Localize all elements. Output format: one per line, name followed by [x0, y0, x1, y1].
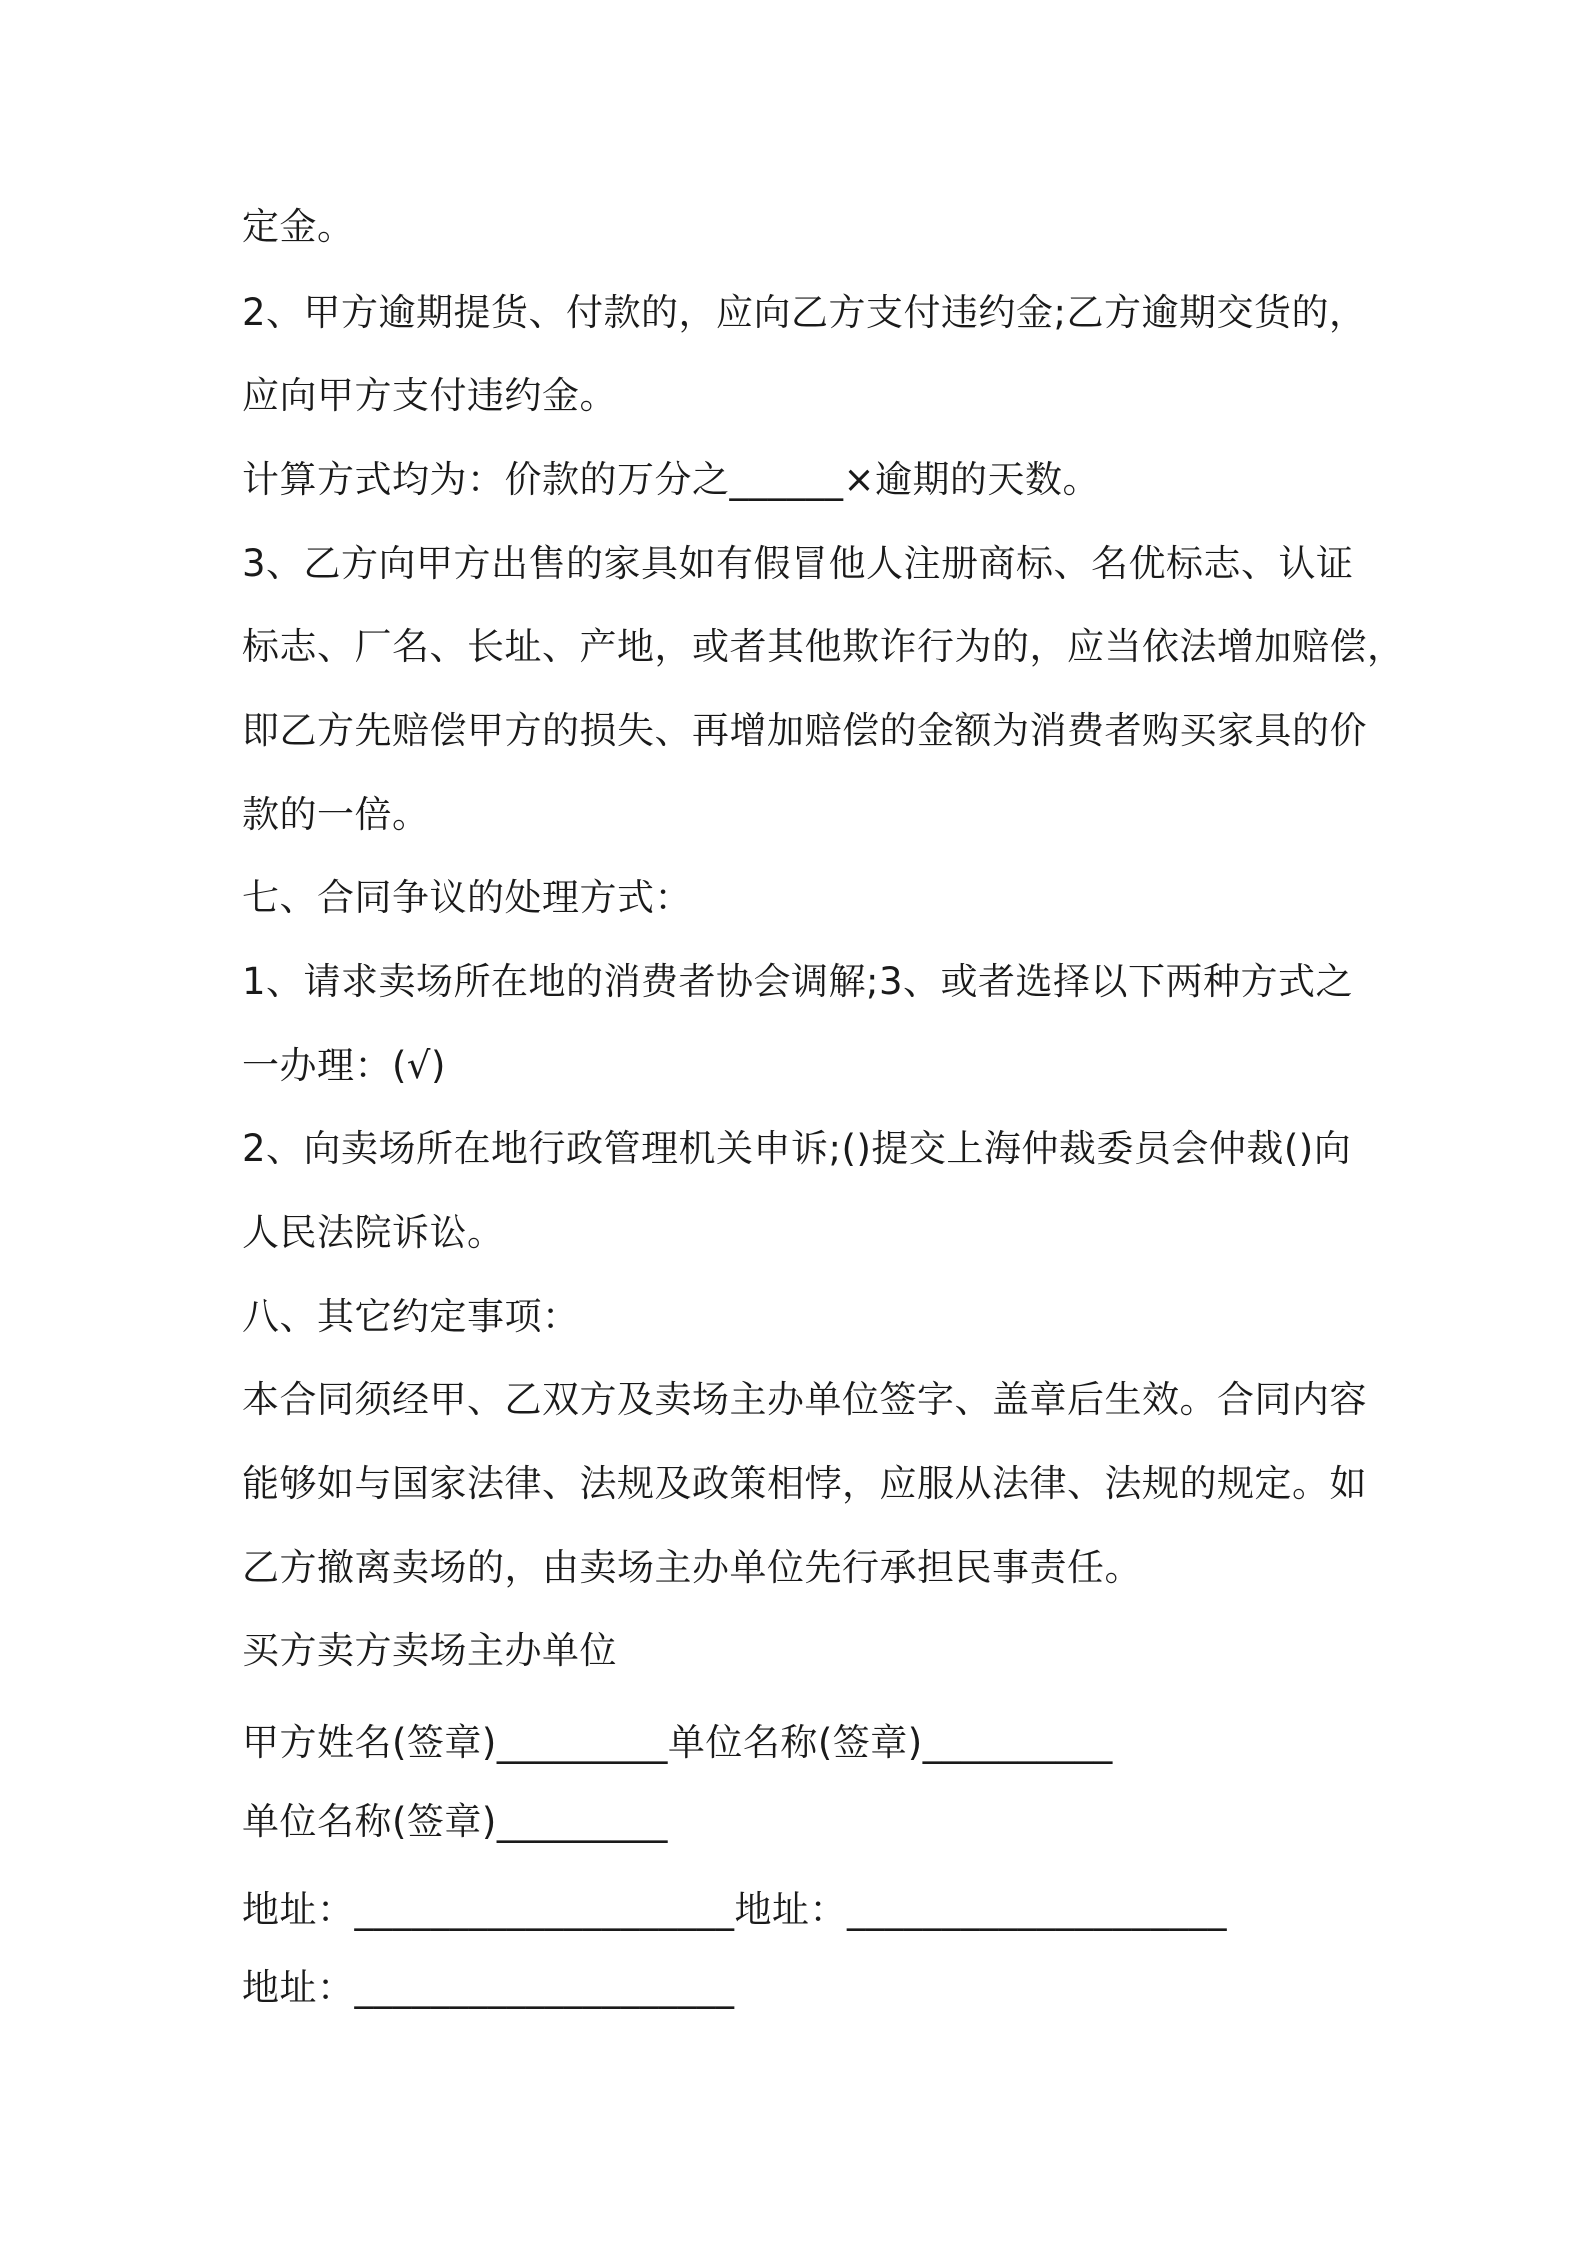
signature-unit-line: 单位名称(签章)_________	[242, 1800, 668, 1843]
text-line-clause-3-cont-1: 标志、厂名、长址、产地，或者其他欺诈行为的，应当依法增加赔偿，	[242, 625, 1405, 668]
address-line-2: 地址：____________________	[242, 1966, 735, 2009]
text-line-calculation: 计算方式均为：价款的万分之______×逾期的天数。	[242, 458, 1101, 501]
text-line-clause-3-cont-2: 即乙方先赔偿甲方的损失、再增加赔偿的金额为消费者购买家具的价	[242, 709, 1367, 752]
signature-parties-heading: 买方卖方卖场主办单位	[242, 1629, 617, 1672]
text-line-clause-3: 3、乙方向甲方出售的家具如有假冒他人注册商标、名优标志、认证	[242, 542, 1354, 585]
text-line-other-terms-3: 乙方撤离卖场的，由卖场主办单位先行承担民事责任。	[242, 1546, 1142, 1589]
text-line-dispute-2: 2、向卖场所在地行政管理机关申诉;()提交上海仲裁委员会仲裁()向	[242, 1127, 1352, 1170]
text-line-dispute-1-cont: 一办理：(√)	[242, 1044, 446, 1087]
text-line-dispute-2-cont: 人民法院诉讼。	[242, 1211, 505, 1254]
text-line-clause-2: 2、甲方逾期提货、付款的，应向乙方支付违约金;乙方逾期交货的，	[242, 291, 1367, 334]
text-line-clause-2-cont: 应向甲方支付违约金。	[242, 374, 617, 417]
text-line-dispute-1: 1、请求卖场所在地的消费者协会调解;3、或者选择以下两种方式之	[242, 960, 1354, 1003]
section-heading-dispute: 七、合同争议的处理方式：	[242, 876, 692, 919]
text-line-other-terms-1: 本合同须经甲、乙双方及卖场主办单位签字、盖章后生效。合同内容	[242, 1378, 1367, 1421]
text-line-deposit-end: 定金。	[242, 205, 355, 248]
text-line-other-terms-2: 能够如与国家法律、法规及政策相悖，应服从法律、法规的规定。如	[242, 1462, 1367, 1505]
signature-name-line: 甲方姓名(签章)_________单位名称(签章)__________	[242, 1721, 1113, 1764]
text-line-clause-3-cont-3: 款的一倍。	[242, 793, 430, 836]
section-heading-other-terms: 八、其它约定事项：	[242, 1295, 580, 1338]
address-line-1: 地址：____________________地址：____________________	[242, 1888, 1227, 1931]
